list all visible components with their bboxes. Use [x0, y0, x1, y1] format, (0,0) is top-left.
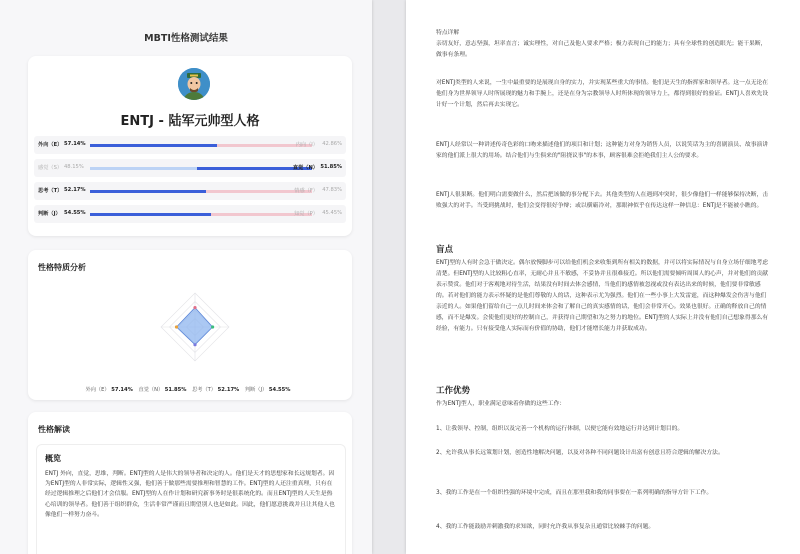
dimension-bar [90, 213, 312, 216]
radar-point [193, 306, 196, 309]
radar-point [193, 343, 196, 346]
legend-value: 57.14% [111, 387, 133, 393]
analysis-card [28, 412, 352, 554]
paragraph-decisive: ENTJ人很果断。他们明白需要做什么，然后把该做的事分配下去。其他类型的人在遇到冲突时，很少像他们一样能够保持决断，击败强大的对手。当受到挑战时，他们会变得很好争辩；或以横霸冷对，那眼神似乎在传达这样一种信息：ENTJ是不能被小瞧的。 [436, 192, 769, 209]
commander-avatar-icon [178, 68, 210, 100]
advantage-item: 1、让我领导、控制，组织以及完善一个机构的运行体制，以便它能有效地运行并达到计划目的。 [436, 426, 684, 432]
work-advantage-intro: 作为ENTJ型人，职业满足意味着你做的这些工作： [436, 401, 566, 407]
legend-value: 52.17% [217, 387, 240, 393]
detail-page [406, 0, 800, 554]
overview-box [36, 444, 346, 554]
left-value: 57.14% [64, 141, 86, 147]
legend-label: 外向（E） [85, 387, 110, 393]
legend-label: 直觉（N） [138, 387, 164, 393]
legend-value: 54.55% [268, 387, 291, 393]
bar-left-segment [90, 144, 217, 147]
radar-legend [28, 386, 352, 393]
advantage-item: 4、我的工作能鼓励并刺激我的求知欲，同时允许我从事复杂且通常比较棘手的问题。 [436, 524, 655, 530]
left-value: 54.55% [64, 210, 86, 216]
radar-chart [158, 290, 232, 364]
bar-left-segment [90, 213, 211, 216]
blind-spot-heading: 盲点 [436, 245, 454, 255]
chart-section-title: 性格特质分析 [38, 263, 86, 272]
right-label: 直觉（N） [292, 165, 318, 171]
traits-detail-paragraph: 特点详解 亲切友好，意志坚强，坦率直言；诚实理性，对自己及他人要求严格；极力表现自己的能力；具有全球性的创造眼光；能干果断，做事有条理。 [436, 30, 767, 58]
dimension-bar [90, 167, 312, 170]
right-label: 内向（I） [295, 142, 318, 148]
right-value: 42.86% [322, 141, 342, 147]
left-label: 判断（J） [38, 211, 61, 217]
legend-label: 判断（J） [244, 387, 268, 393]
bar-left-segment [90, 190, 206, 193]
type-title: ENTJ - 陆军元帅型人格 [120, 114, 260, 129]
right-value: 51.85% [320, 164, 342, 170]
blind-spot-text: ENTJ型的人有时会急于做决定。偶尔放慢脚步可以给他们机会来收集到所有相关的数据，并可以将实际情况与自身立场仔细地考虑清楚。但ENTJ型的人比较粗心直率，无耐心并且不敏感，不妥协并且很难接近。所以他们需要倾听周围人的心声，并对他们的贡献表示赞赏。他们对于客观地对待生活，结果没有时间去体会感情，当他们的感情被忽视或没有表达出来的时候，他们要非常敏感的。若对他们的能力表示怀疑的是他们尊敬的人的话，这种表示尤为强烈。他们在一些小事上大发雷霆，而这种爆发会伤害与他们亲近的人。如果他们留给自己一点儿时间来体会和了解自己的真实感情的话，他们会非常开心。效果也很好。正确的释放自己的情感，而不是爆发。会使他们更好的控制自己，并获得自己期望和为之努力的地位。ENTJ型的人实际上并没有他们自己想象得那么有经验，有能力。只有接受他人实际而有价值的协助，他们才能增长能力并获取成功。 [436, 260, 769, 332]
work-advantage-heading: 工作优势 [436, 386, 471, 396]
paragraph-storytelling: ENTJ人经常以一种讲述传奇色彩的口吻来描述他们的项目和计划；这种能力对身为销售人员，以说笑话为主的喜剧演员、故事演讲家的他们派上很大的用场。结合他们与生俱来的"阻挠议事"的本事，顾客很难会拒绝我们主人公的要求。 [436, 142, 769, 159]
result-page [0, 0, 372, 554]
dimension-row-sn [34, 159, 346, 177]
avatar [178, 68, 210, 100]
overview-title: 概览 [45, 454, 61, 463]
bar-left-segment [90, 167, 197, 170]
app-title: MBTI性格测试结果 [144, 33, 228, 44]
dimension-row-ei [34, 136, 346, 154]
dimension-row-tf [34, 182, 346, 200]
right-label: 知觉（P） [294, 211, 318, 217]
analysis-section-title: 性格解读 [38, 425, 70, 434]
radar-point [211, 325, 214, 328]
left-label: 感觉（S） [38, 165, 63, 171]
dimension-bar [90, 190, 312, 193]
advantage-item: 2、允许我从事长远策划计划，创造性地解决问题，以及对各种不同问题设计出富有创意且符合逻辑的解决方法。 [436, 450, 724, 456]
dimension-bar [90, 144, 312, 147]
legend-value: 51.85% [164, 387, 187, 393]
left-label: 思考（T） [38, 188, 63, 194]
dimension-row-jp [34, 205, 346, 223]
left-value: 52.17% [64, 187, 86, 193]
radar-chart-svg [158, 290, 232, 364]
legend-label: 思考（T） [192, 387, 216, 393]
trait-chart-card [28, 250, 352, 400]
right-label: 情感（F） [294, 188, 318, 194]
advantage-item: 3、我的工作是在一个组织性强的环境中完成，而且在那里我和我的同事要在一系列明确的指导方针下工作。 [436, 490, 713, 496]
profile-card [28, 56, 352, 236]
right-value: 47.83% [322, 187, 342, 193]
radar-point [175, 325, 178, 328]
right-value: 45.45% [322, 210, 342, 216]
left-value: 48.15% [64, 164, 84, 170]
paragraph-strength: 对ENTJ类型的人来说，一生中最重要的是展现自身的实力，并实现某些重大的事情。他们是天生的指挥家和领导者。这一点无论在他们身为世界领导人时所展现的魅力和手腕上，还是在身为宗教领导人时所体现的领导力上，都得到很好的验证。ENTJ人喜欢先设计好一个计划，然后再去实现它。 [436, 80, 769, 108]
overview-text: ENTJ 外向，直觉，思维，判断。ENTJ型的人是伟大的领导者和决定的人。他们是天才的思想家和长远规划者。因为ENTJ型的人非常实际，逻辑性又强，他们善于做那些需要推理和智慧的工作。ENTJ型的人还注重真理，只有在经过逻辑推理之后他们才会信服。ENTJ型的人在作计划和研究新事务时是很系统化的。而且ENTJ型的人天生是热心培训的领导者。他们善于组织群众，生活非常严谨而且期望别人也是如此。因此，他们愿意挑战并且让其他人也像他们一样努力奋斗。 [45, 471, 335, 518]
left-label: 外向（E） [38, 142, 63, 148]
